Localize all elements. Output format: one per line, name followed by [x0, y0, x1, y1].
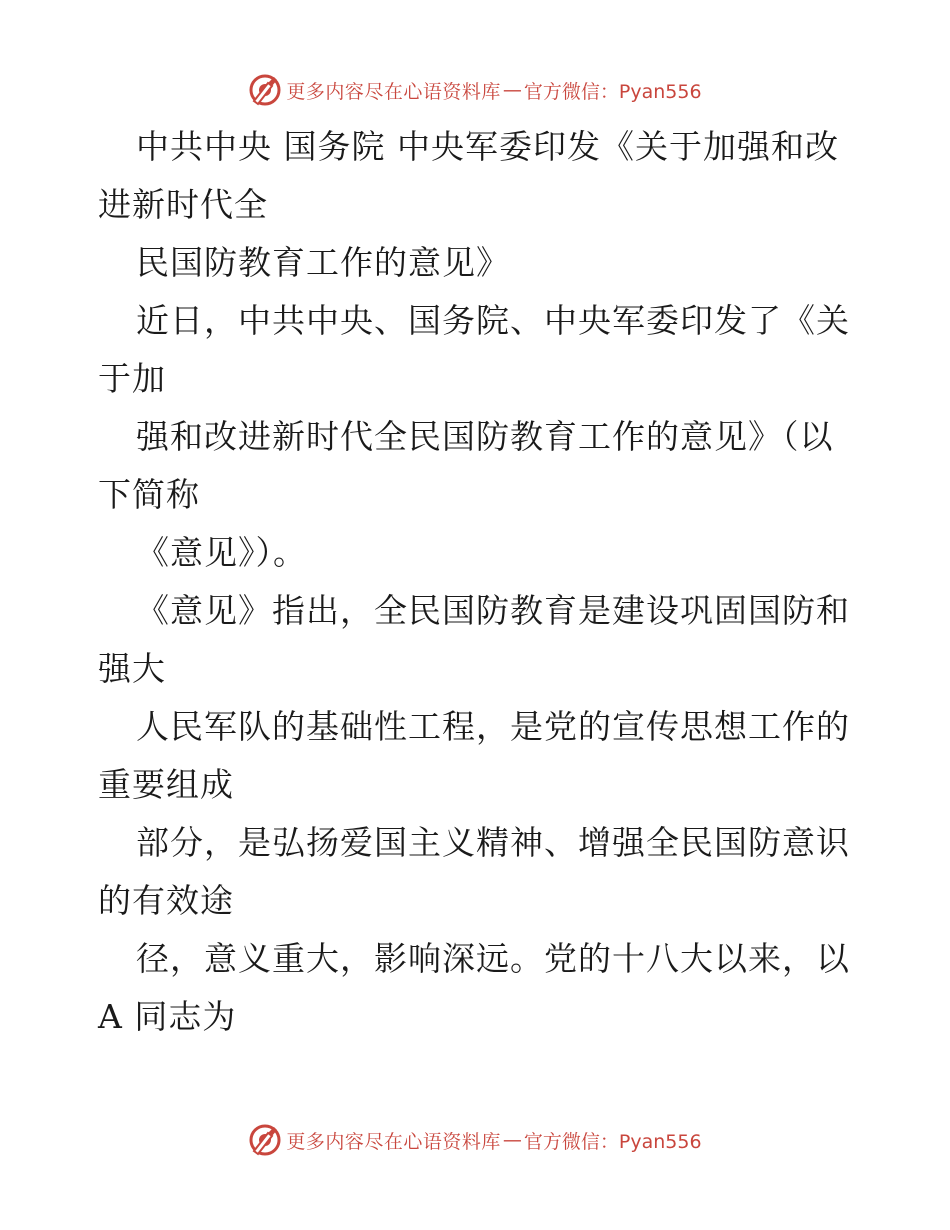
banner-title: 更多内容尽在心语资料库	[286, 80, 501, 103]
text-line: 民国防教育工作的意见》	[136, 243, 510, 282]
text-line: 《意见》）。	[136, 533, 307, 572]
text-line: 《意见》指出，全民国防教育是建设巩固国防和	[136, 591, 850, 630]
text-line: 近日，中共中央、国务院、中央军委印发了《关	[136, 301, 850, 340]
footer-banner	[0, 1120, 950, 1160]
text-line: 于加	[98, 359, 166, 398]
banner-separator: —	[502, 1129, 522, 1151]
text-line: 人民军队的基础性工程，是党的宣传思想工作的	[136, 707, 850, 746]
pen-logo-icon	[248, 1123, 282, 1157]
banner-separator: —	[502, 79, 522, 101]
banner-contact: 官方微信：Pyan556	[523, 1130, 702, 1153]
text-line: 重要组成	[98, 765, 234, 804]
banner-contact: 官方微信：Pyan556	[523, 80, 702, 103]
text-line: 强和改进新时代全民国防教育工作的意见》（以	[136, 417, 834, 456]
banner-title: 更多内容尽在心语资料库	[286, 1130, 501, 1153]
text-line: 部分，是弘扬爱国主义精神、增强全民国防意识	[136, 823, 850, 862]
text-line: A 同志为	[98, 997, 237, 1036]
text-line: 下简称	[98, 475, 200, 514]
document-body	[98, 118, 858, 1046]
text-line: 径，意义重大，影响深远。党的十八大以来，以	[136, 939, 850, 978]
text-line: 中共中央 国务院 中央军委印发《关于加强和改	[136, 127, 839, 166]
text-line: 进新时代全	[98, 185, 268, 224]
pen-logo-icon	[248, 73, 282, 107]
header-banner	[0, 70, 950, 110]
text-line: 强大	[98, 649, 166, 688]
text-line: 的有效途	[98, 881, 234, 920]
